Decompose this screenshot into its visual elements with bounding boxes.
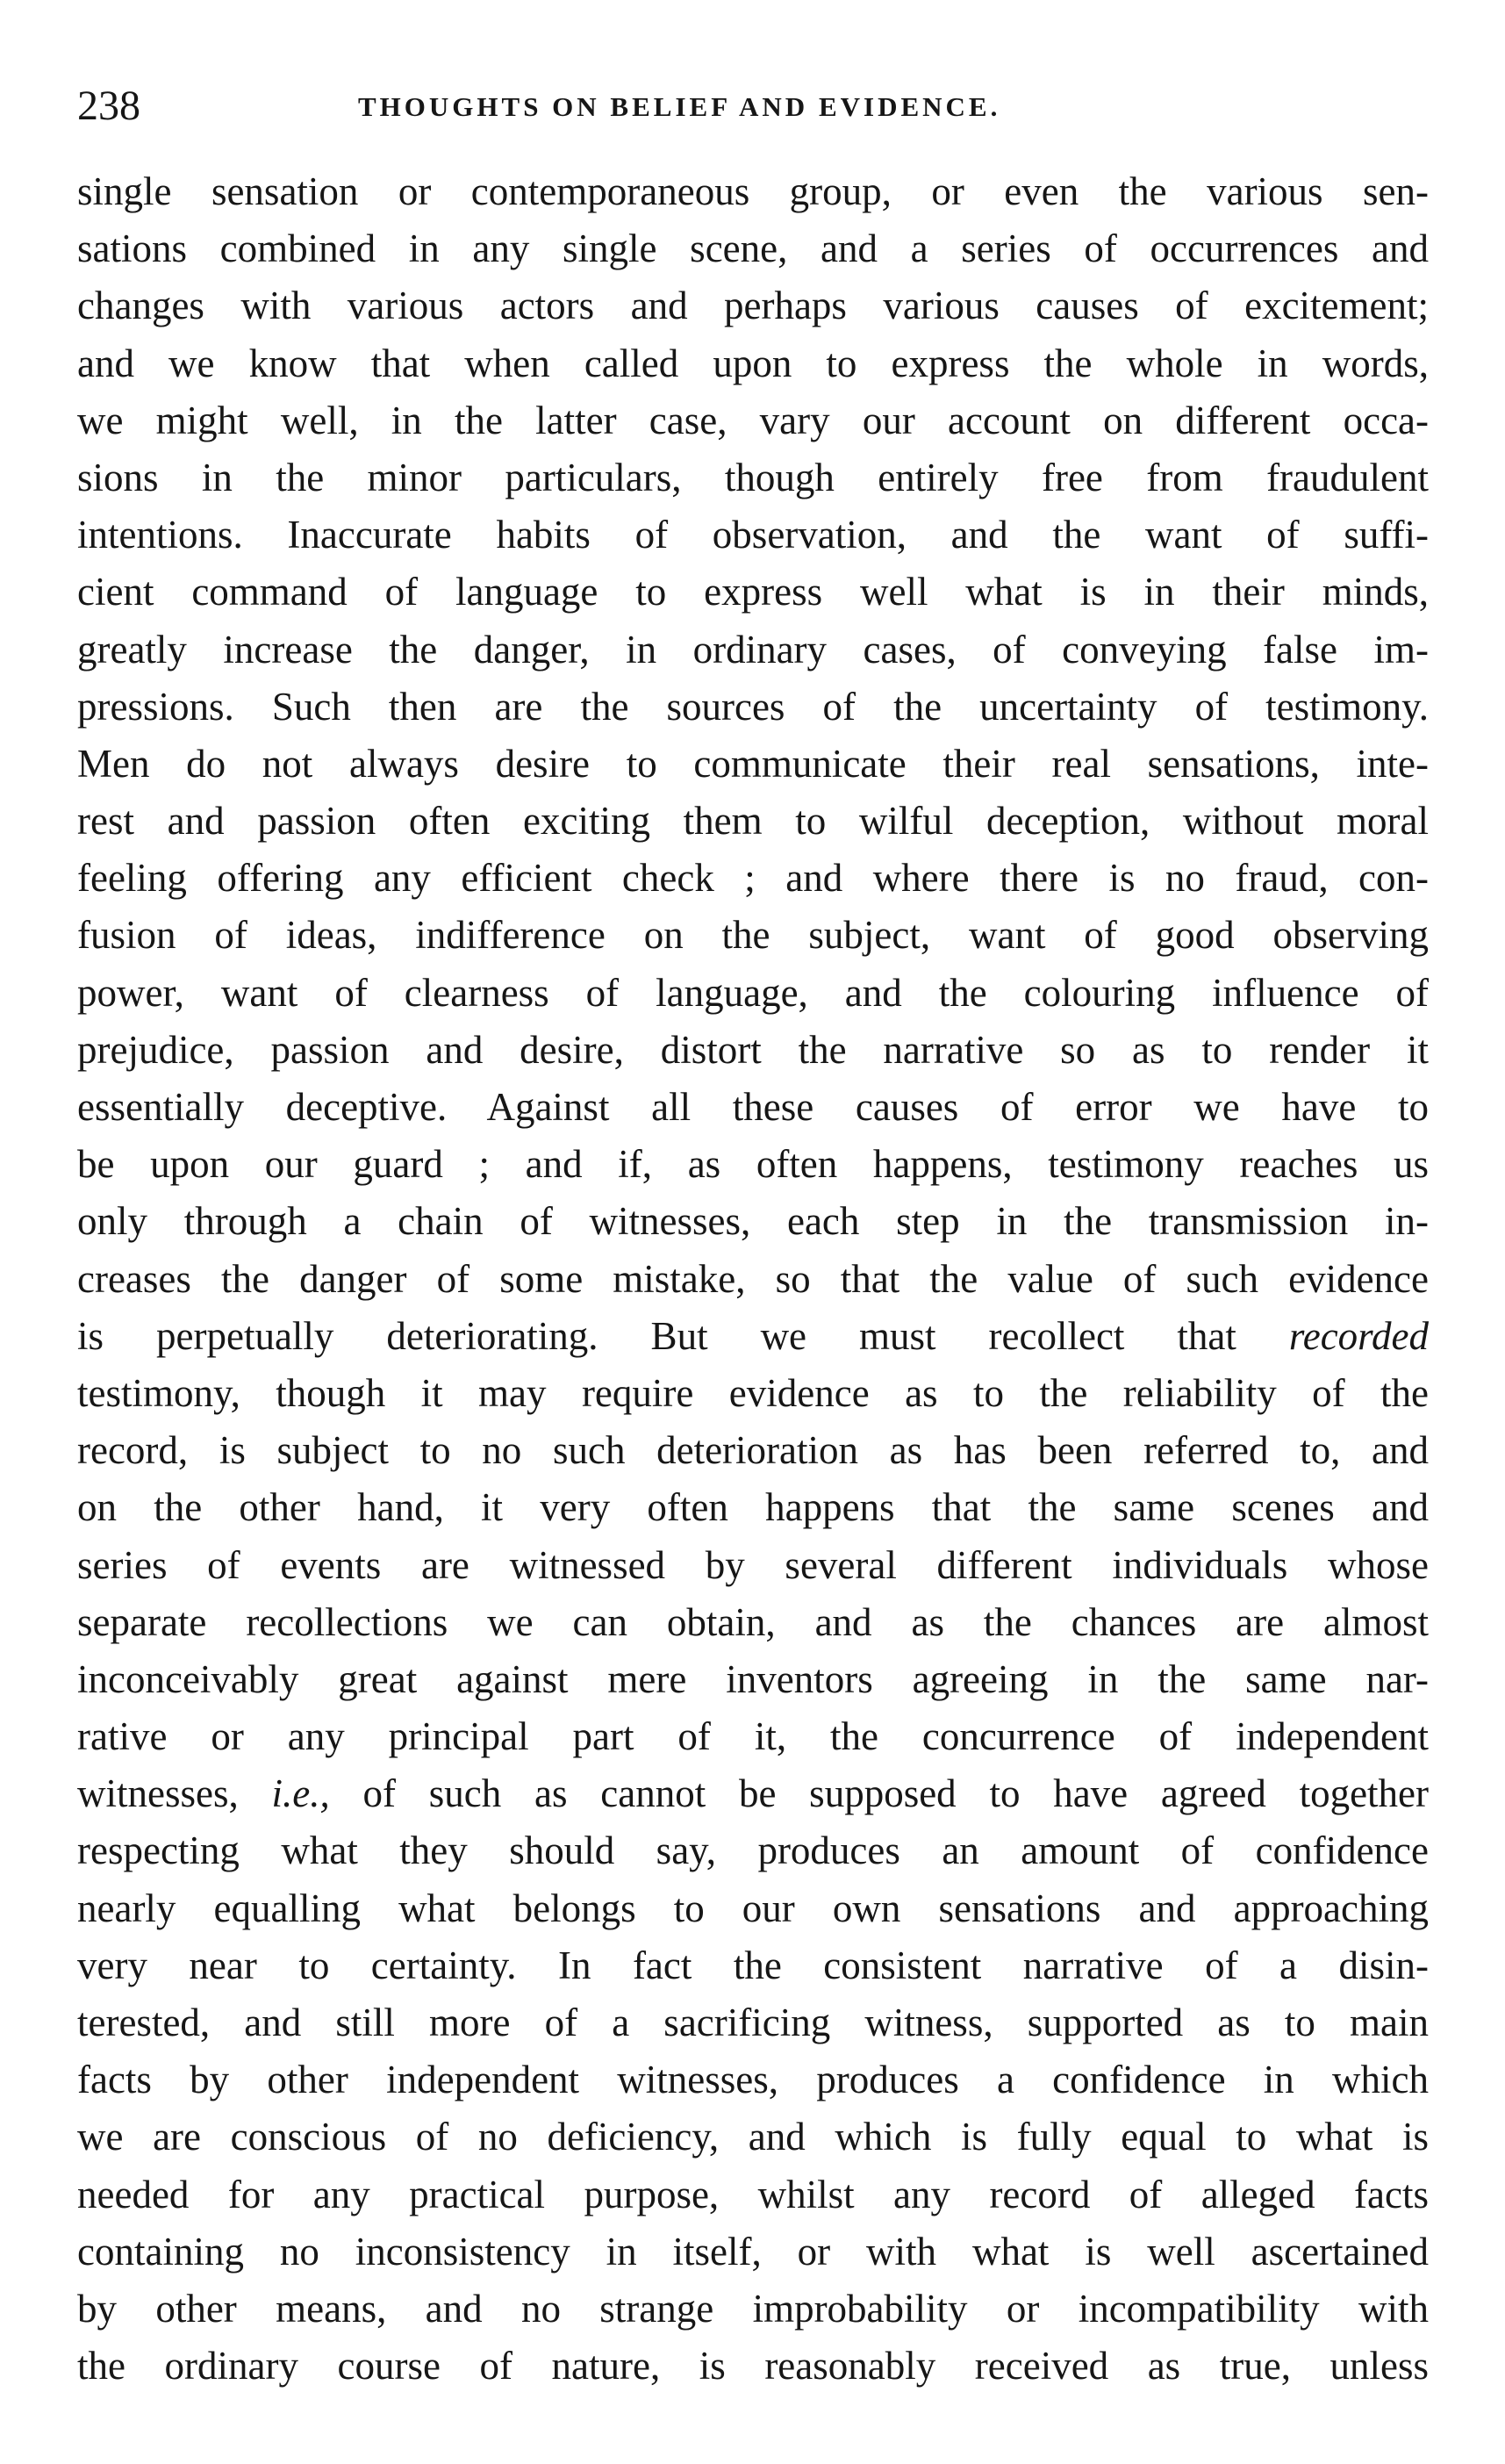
text-line: very near to certainty. In fact the consistent narrative of a disin- — [77, 1943, 1429, 1987]
text-line: series of events are witnessed by several different individuals whose — [77, 1542, 1429, 1587]
page-number: 238 — [77, 83, 140, 129]
text-line-with-italic — [77, 1765, 1429, 1822]
text-line: single sensation or contemporaneous group, or even the various sen- — [77, 169, 1429, 213]
text-line: fusion of ideas, indifference on the subject, want of good observing — [77, 913, 1429, 958]
text-line: inconceivably great against mere inventors agreeing in the same nar- — [77, 1656, 1429, 1701]
text-line: we are conscious of no deficiency, and which is fully equal to what is — [77, 2115, 1429, 2159]
text-line: prejudice, passion and desire, distort the narrative so as to render it — [77, 1027, 1429, 1072]
text-line: rative or any principal part of it, the concurrence of independent — [77, 1714, 1429, 1759]
text-line: creases the danger of some mistake, so that the value of such evidence — [77, 1256, 1429, 1301]
text-line: rest and passion often exciting them to wilful deception, without moral — [77, 799, 1429, 844]
running-title: THOUGHTS ON BELIEF AND EVIDENCE. — [358, 91, 1001, 122]
text-line: facts by other independent witnesses, produces a confidence in which — [77, 2058, 1429, 2102]
text-line: containing no inconsistency in itself, or with what is well ascertained — [77, 2229, 1429, 2274]
text-line: and we know that when called upon to express the whole in words, — [77, 341, 1429, 385]
text-segment: is perpetually deteriorating. But we must recollect that — [77, 1313, 1236, 1358]
text-line: record, is subject to no such deterioration as has been referred to, and — [77, 1428, 1429, 1473]
text-line: the ordinary course of nature, is reasonably received as true, unless — [77, 2344, 1429, 2389]
italic-word: recorded — [1288, 1313, 1429, 1358]
text-line: Men do not always desire to communicate their real sensations, inte- — [77, 741, 1429, 786]
text-line-with-italic — [77, 1308, 1429, 1365]
text-line: sations combined in any single scene, and a series of occurrences and — [77, 226, 1429, 271]
italic-abbreviation: i.e., — [271, 1771, 330, 1816]
text-line: greatly increase the danger, in ordinary cases, of conveying false im- — [77, 627, 1429, 672]
text-line: only through a chain of witnesses, each step in the transmission in- — [77, 1199, 1429, 1244]
text-line: essentially deceptive. Against all these causes of error we have to — [77, 1085, 1429, 1129]
text-line: on the other hand, it very often happens that the same scenes and — [77, 1485, 1429, 1530]
text-line: be upon our guard ; and if, as often happens, testimony reaches us — [77, 1142, 1429, 1187]
text-line: pressions. Such then are the sources of the uncertainty of testimony. — [77, 684, 1429, 729]
running-head — [77, 75, 1429, 137]
body-paragraph — [77, 163, 1429, 2395]
text-line: separate recollections we can obtain, and as the chances are almost — [77, 1599, 1429, 1644]
text-line: cient command of language to express well what is in their minds, — [77, 570, 1429, 614]
text-line: changes with various actors and perhaps various causes of excitement; — [77, 284, 1429, 328]
text-line: sions in the minor particulars, though entirely free from fraudulent — [77, 455, 1429, 499]
text-line: intentions. Inaccurate habits of observation, and the want of suffi- — [77, 513, 1429, 557]
text-line: by other means, and no strange improbability or incompatibility with — [77, 2286, 1429, 2331]
text-line: respecting what they should say, produces an amount of confidence — [77, 1828, 1429, 1873]
text-line: terested, and still more of a sacrificing witness, supported as to main — [77, 2001, 1429, 2044]
text-line: feeling offering any efficient check ; and where there is no fraud, con- — [77, 856, 1429, 901]
text-segment: of such as cannot be supposed to have agreed together — [362, 1771, 1429, 1816]
text-line: needed for any practical purpose, whilst any record of alleged facts — [77, 2172, 1429, 2216]
text-segment: witnesses, — [77, 1771, 239, 1816]
text-line: we might well, in the latter case, vary our account on different occa- — [77, 398, 1429, 442]
text-line: testimony, though it may require evidence as to the reliability of the — [77, 1370, 1429, 1415]
text-line: nearly equalling what belongs to our own sensations and approaching — [77, 1886, 1429, 1930]
text-line: power, want of clearness of language, and the colouring influence of — [77, 970, 1429, 1015]
